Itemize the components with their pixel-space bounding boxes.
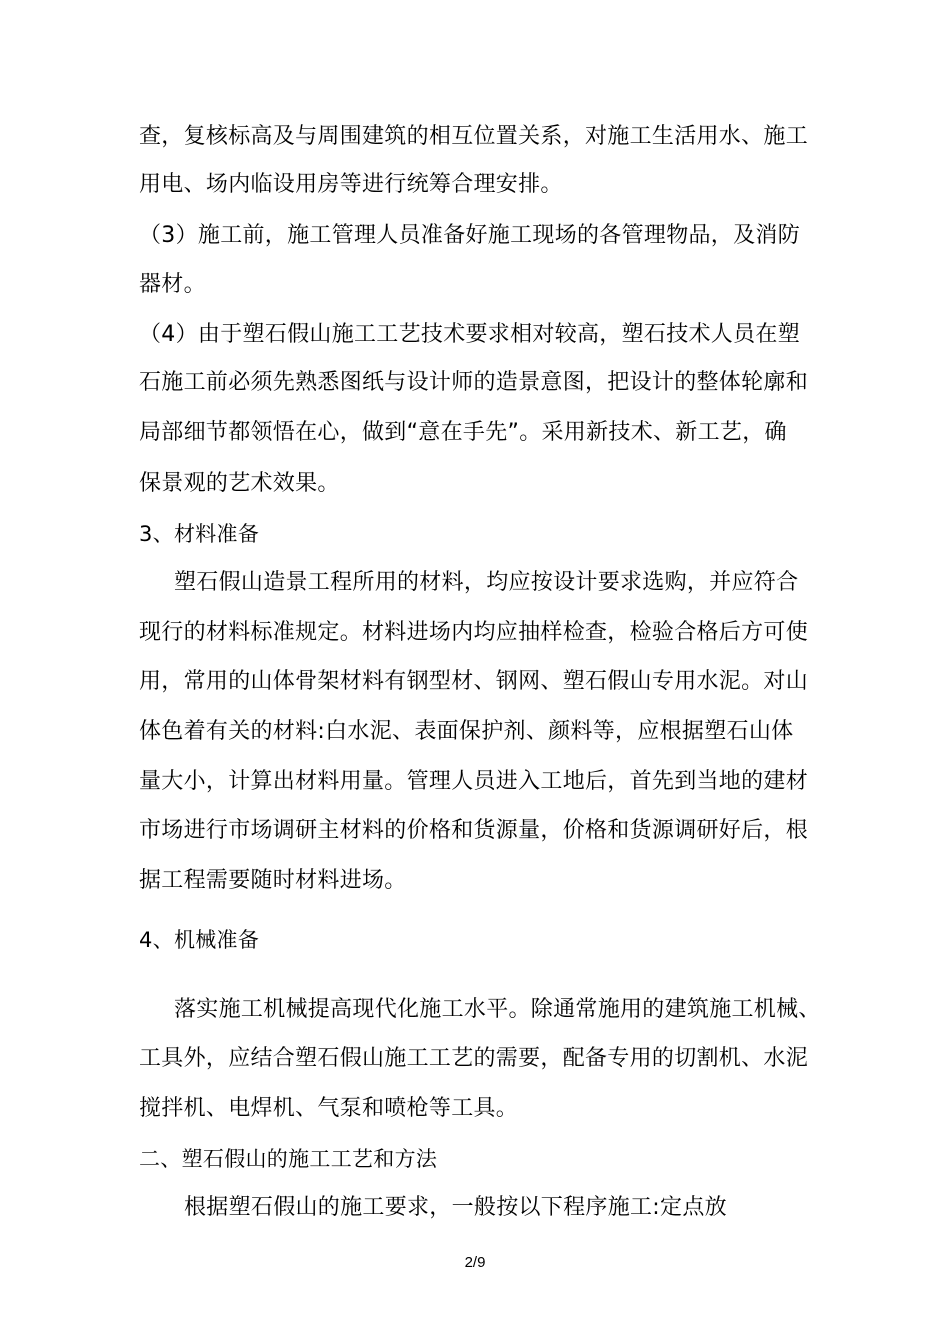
text-line: 查，复核标高及与周围建筑的相互位置关系，对施工生活用水、施工 bbox=[139, 124, 809, 149]
section-heading-process: 二、塑石假山的施工工艺和方法 bbox=[139, 1147, 438, 1171]
text-line: 落实施工机械提高现代化施工水平。除通常施用的建筑施工机械、 bbox=[174, 997, 821, 1022]
text-line: 塑石假山造景工程所用的材料，均应按设计要求选购，并应符合 bbox=[174, 570, 799, 595]
text-line: 用电、场内临设用房等进行统筹合理安排。 bbox=[139, 172, 563, 197]
text-line: 石施工前必须先熟悉图纸与设计师的造景意图，把设计的整体轮廓和 bbox=[139, 370, 809, 395]
text-line: 根据塑石假山的施工要求，一般按以下程序施工:定点放 bbox=[184, 1195, 727, 1220]
text-line: 现行的材料标准规定。材料进场内均应抽样检查，检验合格后方可使 bbox=[139, 620, 809, 645]
page-number: 2/9 bbox=[464, 1254, 486, 1271]
text-line: 器材。 bbox=[139, 272, 206, 297]
text-line: （4）由于塑石假山施工工艺技术要求相对较高，塑石技术人员在塑 bbox=[139, 322, 800, 347]
text-line: 局部细节都领悟在心，做到“意在手先”。采用新技术、新工艺，确 bbox=[139, 420, 787, 445]
text-line: 用，常用的山体骨架材料有钢型材、钢网、塑石假山专用水泥。对山 bbox=[139, 669, 809, 694]
text-line: 量大小，计算出材料用量。管理人员进入工地后，首先到当地的建材 bbox=[139, 769, 809, 794]
text-line: 市场进行市场调研主材料的价格和货源量，价格和货源调研好后，根 bbox=[139, 818, 809, 843]
text-line: 搅拌机、电焊机、气泵和喷枪等工具。 bbox=[139, 1096, 519, 1121]
text-line: 体色着有关的材料:白水泥、表面保护剂、颜料等，应根据塑石山体 bbox=[139, 719, 794, 744]
text-line: 工具外，应结合塑石假山施工工艺的需要，配备专用的切割机、水泥 bbox=[139, 1046, 809, 1071]
text-line: 保景观的艺术效果。 bbox=[139, 471, 340, 496]
section-heading-materials: 3、材料准备 bbox=[139, 522, 260, 546]
text-line: （3）施工前，施工管理人员准备好施工现场的各管理物品，及消防 bbox=[139, 223, 800, 248]
section-heading-machinery: 4、机械准备 bbox=[139, 928, 260, 952]
text-line: 据工程需要随时材料进场。 bbox=[139, 868, 407, 893]
